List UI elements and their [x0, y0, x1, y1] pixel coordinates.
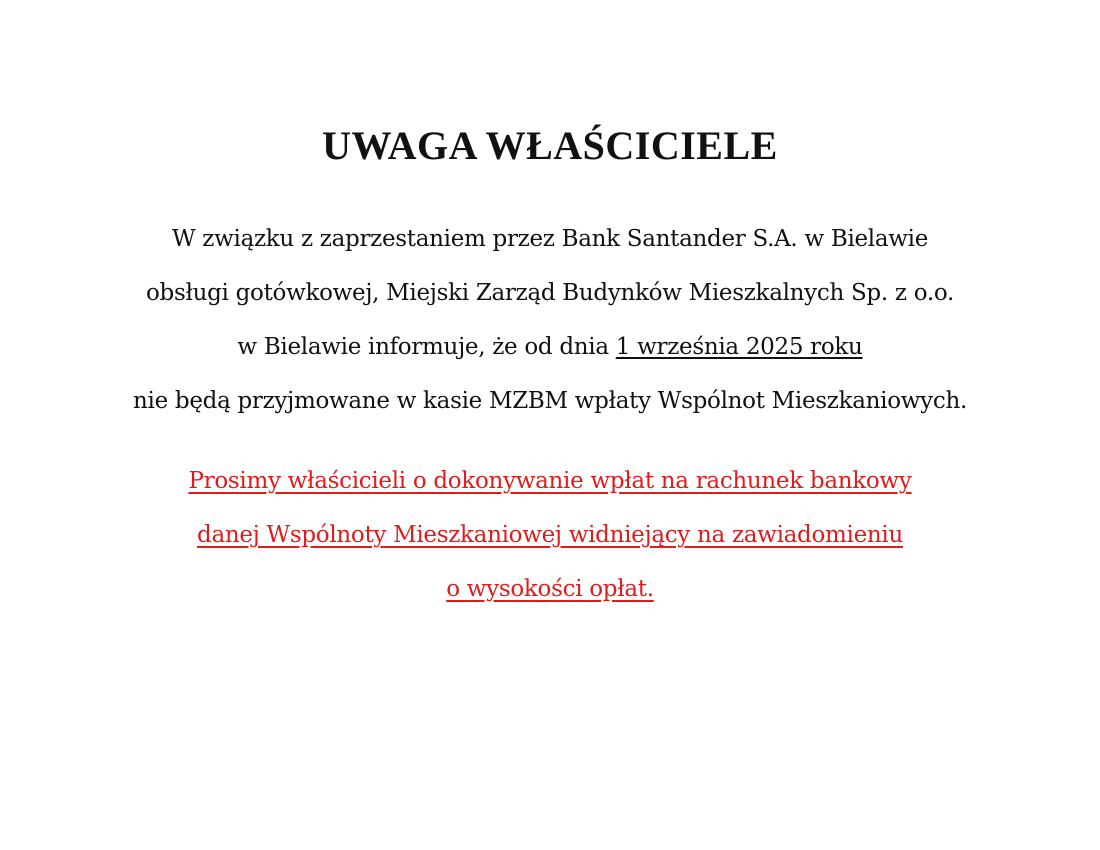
payment-request — [0, 454, 1100, 616]
request-line-2: danej Wspólnoty Mieszkaniowej widniejący na zawiadomieniu — [197, 522, 903, 548]
body-line-3-prefix: w Bielawie informuje, że od dnia — [237, 334, 616, 360]
notice-body — [0, 212, 1100, 428]
effective-date: 1 września 2025 roku — [615, 334, 863, 360]
body-line-3 — [0, 320, 1100, 374]
body-line-4: nie będą przyjmowane w kasie MZBM wpłaty Wspólnot Mieszkaniowych. — [133, 388, 967, 414]
notice — [0, 118, 1100, 616]
request-line-3: o wysokości opłat. — [446, 576, 654, 602]
body-line-1: W związku z zaprzestaniem przez Bank Santander S.A. w Bielawie — [171, 226, 929, 252]
body-line-2: obsługi gotówkowej, Miejski Zarząd Budynków Mieszkalnych Sp. z o.o. — [145, 280, 955, 306]
notice-title: UWAGA WŁAŚCICIELE — [322, 123, 778, 168]
request-line-1: Prosimy właścicieli o dokonywanie wpłat na rachunek bankowy — [188, 468, 912, 494]
